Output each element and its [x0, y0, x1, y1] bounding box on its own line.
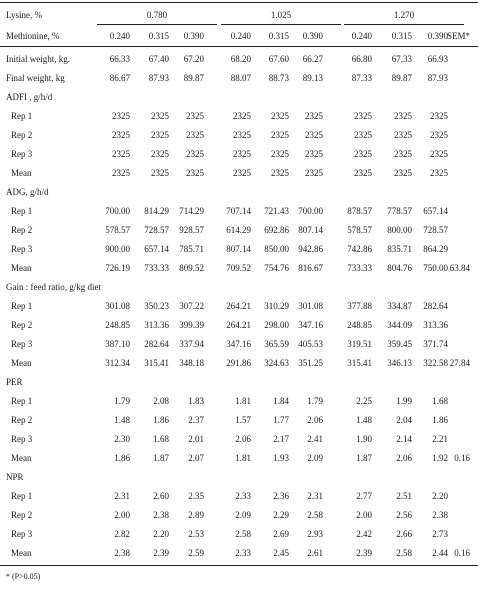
table-cell: 726.19: [105, 263, 130, 273]
table-cell: 700.00: [298, 206, 323, 216]
table-cell: 2325: [271, 168, 289, 178]
sem-cell: 0.16: [454, 548, 470, 558]
table-cell: 322.58: [423, 358, 448, 368]
lysine-group-rule-3: [344, 24, 464, 25]
table-cell: 2.44: [432, 548, 448, 558]
table-cell: 2.33: [235, 491, 251, 501]
table-cell: 264.21: [226, 301, 251, 311]
table-cell: 2.00: [114, 510, 130, 520]
table-cell: 2325: [271, 130, 289, 140]
table-cell: 88.07: [230, 73, 251, 83]
table-cell: 2325: [233, 130, 251, 140]
table-cell: 2325: [305, 168, 323, 178]
table-cell: 2325: [112, 168, 130, 178]
table-cell: 1.77: [273, 415, 289, 425]
table-cell: 2.58: [235, 529, 251, 539]
table-cell: 721.43: [264, 206, 289, 216]
table-cell: 359.45: [387, 339, 412, 349]
table-cell: 2325: [394, 130, 412, 140]
table-cell: 2.37: [188, 415, 204, 425]
lysine-level-3: 1.270: [393, 10, 415, 20]
table-cell: 2325: [354, 149, 372, 159]
table-cell: 709.52: [226, 263, 251, 273]
table-cell: 864.29: [423, 244, 448, 254]
table-cell: 87.93: [148, 73, 169, 83]
table-cell: 2325: [151, 130, 169, 140]
table-cell: 291.86: [226, 358, 251, 368]
table-cell: 2325: [271, 149, 289, 159]
table-cell: 900.00: [105, 244, 130, 254]
table-cell: 67.20: [183, 54, 204, 64]
row-label: Rep 3: [11, 434, 33, 444]
methionine-label: Methionine, %: [6, 31, 60, 41]
table-cell: 2325: [112, 130, 130, 140]
table-cell: 67.33: [391, 54, 412, 64]
table-cell: 313.36: [423, 320, 448, 330]
table-cell: 67.40: [148, 54, 169, 64]
table-cell: 2.06: [307, 415, 323, 425]
table-cell: 2.93: [307, 529, 323, 539]
table-cell: 2325: [233, 111, 251, 121]
table-cell: 807.14: [226, 244, 251, 254]
table-cell: 814.29: [144, 206, 169, 216]
lysine-level-1: 0.780: [146, 10, 168, 20]
lysine-level-2: 1.025: [270, 10, 292, 20]
table-cell: 2.07: [188, 453, 204, 463]
table-cell: 264.21: [226, 320, 251, 330]
table-cell: 2.77: [356, 491, 372, 501]
lysine-group-rule-1: [97, 24, 217, 25]
table-cell: 248.85: [105, 320, 130, 330]
sem-cell: 63.84: [449, 263, 470, 273]
methionine-level: 0.240: [109, 31, 130, 41]
table-cell: 282.64: [423, 301, 448, 311]
table-cell: 2.82: [114, 529, 130, 539]
table-cell: 2325: [186, 130, 204, 140]
table-cell: 2.29: [273, 510, 289, 520]
table-cell: 2325: [186, 111, 204, 121]
table-cell: 2.39: [356, 548, 372, 558]
table-cell: 2.06: [235, 434, 251, 444]
methionine-level: 0.390: [183, 31, 204, 41]
table-cell: 1.57: [235, 415, 251, 425]
table-cell: 1.87: [356, 453, 372, 463]
table-cell: 2.31: [114, 491, 130, 501]
row-label: Rep 1: [11, 396, 33, 406]
table-cell: 405.53: [298, 339, 323, 349]
table-cell: 1.79: [114, 396, 130, 406]
table-cell: 2.04: [396, 415, 412, 425]
table-cell: 2.38: [432, 510, 448, 520]
table-cell: 878.57: [347, 206, 372, 216]
methionine-level: 0.315: [148, 31, 169, 41]
table-cell: 67.60: [268, 54, 289, 64]
row-label: Rep 2: [11, 510, 33, 520]
row-label: Rep 3: [11, 149, 33, 159]
table-cell: 2.20: [153, 529, 169, 539]
table-cell: 2.00: [356, 510, 372, 520]
table-cell: 2.58: [307, 510, 323, 520]
table-cell: 86.67: [109, 73, 130, 83]
table-cell: 2.09: [235, 510, 251, 520]
lysine-label: Lysine, %: [6, 10, 42, 20]
table-cell: 2325: [233, 168, 251, 178]
table-cell: 248.85: [347, 320, 372, 330]
table-cell: 89.87: [183, 73, 204, 83]
table-cell: 2.21: [432, 434, 448, 444]
table-cell: 2.56: [396, 510, 412, 520]
table-cell: 733.33: [144, 263, 169, 273]
table-cell: 315.41: [144, 358, 169, 368]
table-cell: 301.08: [105, 301, 130, 311]
table-cell: 2.53: [188, 529, 204, 539]
table-cell: 1.93: [273, 453, 289, 463]
table-cell: 2.42: [356, 529, 372, 539]
table-cell: 2.09: [307, 453, 323, 463]
table-cell: 2325: [354, 111, 372, 121]
section-label: ADFI , g/h/d: [6, 92, 53, 102]
table-cell: 68.20: [230, 54, 251, 64]
row-label: Rep 1: [11, 111, 33, 121]
sem-cell: 0.16: [454, 453, 470, 463]
table-cell: 2325: [151, 168, 169, 178]
table-cell: 2325: [305, 149, 323, 159]
row-label: Rep 3: [11, 529, 33, 539]
footnote: * (P>0.05): [6, 572, 41, 581]
table-cell: 399.39: [179, 320, 204, 330]
table-cell: 301.08: [298, 301, 323, 311]
table-cell: 2.33: [235, 548, 251, 558]
table-cell: 282.64: [144, 339, 169, 349]
table-cell: 298.00: [264, 320, 289, 330]
table-cell: 344.09: [387, 320, 412, 330]
table-cell: 2325: [354, 168, 372, 178]
table-cell: 347.16: [298, 320, 323, 330]
methionine-level: 0.240: [351, 31, 372, 41]
table-cell: 614.29: [226, 225, 251, 235]
section-label: ADG, g/h/d: [6, 187, 49, 197]
table-cell: 66.33: [109, 54, 130, 64]
table-cell: 2325: [430, 111, 448, 121]
table-cell: 2.17: [273, 434, 289, 444]
section-label: PER: [6, 377, 23, 387]
table-cell: 816.67: [298, 263, 323, 273]
table-cell: 928.57: [179, 225, 204, 235]
table-cell: 2325: [394, 149, 412, 159]
row-label: Rep 3: [11, 244, 33, 254]
row-label: Mean: [11, 263, 32, 273]
table-cell: 742.86: [347, 244, 372, 254]
table-cell: 365.59: [264, 339, 289, 349]
table-cell: 2.31: [307, 491, 323, 501]
table-cell: 728.57: [423, 225, 448, 235]
table-cell: 89.13: [302, 73, 323, 83]
top-rule: [0, 2, 478, 3]
table-cell: 1.86: [432, 415, 448, 425]
table-cell: 1.87: [153, 453, 169, 463]
table-cell: 2.61: [307, 548, 323, 558]
table-cell: 2325: [305, 111, 323, 121]
row-label: Rep 2: [11, 415, 33, 425]
table-cell: 346.13: [387, 358, 412, 368]
table-cell: 2325: [112, 149, 130, 159]
table-cell: 578.57: [347, 225, 372, 235]
methionine-level: 0.390: [302, 31, 323, 41]
table-cell: 750.00: [423, 263, 448, 273]
table-cell: 2.25: [356, 396, 372, 406]
header-rule: [0, 46, 478, 47]
table-cell: 700.00: [105, 206, 130, 216]
row-label: Rep 2: [11, 225, 33, 235]
table-cell: 2325: [430, 168, 448, 178]
table-cell: 2.20: [432, 491, 448, 501]
table-cell: 2.06: [396, 453, 412, 463]
table-cell: 850.00: [264, 244, 289, 254]
table-cell: 2325: [186, 168, 204, 178]
table-cell: 350.23: [144, 301, 169, 311]
table-cell: 2.69: [273, 529, 289, 539]
table-cell: 337.94: [179, 339, 204, 349]
table-cell: 377.88: [347, 301, 372, 311]
methionine-level: 0.315: [268, 31, 289, 41]
table-cell: 88.73: [268, 73, 289, 83]
bottom-rule: [0, 565, 478, 566]
table-cell: 2325: [233, 149, 251, 159]
methionine-level: 0.390: [427, 31, 448, 41]
table-cell: 319.51: [347, 339, 372, 349]
table-cell: 714.29: [179, 206, 204, 216]
table-cell: 66.27: [302, 54, 323, 64]
table-cell: 707.14: [226, 206, 251, 216]
table-cell: 754.76: [264, 263, 289, 273]
row-label: Rep 1: [11, 206, 33, 216]
row-label: Initial weight, kg.: [6, 54, 70, 64]
table-cell: 1.48: [114, 415, 130, 425]
table-cell: 2.36: [273, 491, 289, 501]
table-cell: 2.01: [188, 434, 204, 444]
table-cell: 1.68: [153, 434, 169, 444]
table-cell: 2.66: [396, 529, 412, 539]
table-cell: 307.22: [179, 301, 204, 311]
row-label: Final weight, kg: [6, 73, 65, 83]
table-cell: 2.51: [396, 491, 412, 501]
table-cell: 2.45: [273, 548, 289, 558]
table-cell: 2325: [430, 130, 448, 140]
row-label: Rep 2: [11, 130, 33, 140]
table-cell: 347.16: [226, 339, 251, 349]
table-cell: 315.41: [347, 358, 372, 368]
table-cell: 87.93: [427, 73, 448, 83]
table-cell: 785.71: [179, 244, 204, 254]
lysine-group-rule-2: [221, 24, 341, 25]
table-cell: 2.14: [396, 434, 412, 444]
table-cell: 2325: [271, 111, 289, 121]
table-cell: 728.57: [144, 225, 169, 235]
section-label: Gain : feed ratio, g/kg diet: [6, 282, 101, 292]
methionine-level: 0.315: [391, 31, 412, 41]
table-cell: 2325: [430, 149, 448, 159]
table-cell: 2.73: [432, 529, 448, 539]
table-cell: 2325: [394, 168, 412, 178]
table-cell: 2.38: [153, 510, 169, 520]
table-cell: 1.86: [153, 415, 169, 425]
table-cell: 2.39: [153, 548, 169, 558]
row-label: Rep 1: [11, 491, 33, 501]
methionine-level: 0.240: [230, 31, 251, 41]
row-label: Mean: [11, 168, 32, 178]
table-cell: 2.60: [153, 491, 169, 501]
table-cell: 351.25: [298, 358, 323, 368]
row-label: Mean: [11, 548, 32, 558]
table-cell: 348.18: [179, 358, 204, 368]
table-cell: 2.38: [114, 548, 130, 558]
table-cell: 578.57: [105, 225, 130, 235]
table-cell: 313.36: [144, 320, 169, 330]
table-cell: 657.14: [144, 244, 169, 254]
table-cell: 324.63: [264, 358, 289, 368]
sem-cell: 27.84: [449, 358, 470, 368]
table-cell: 2.41: [307, 434, 323, 444]
table-cell: 371.74: [423, 339, 448, 349]
table-cell: 1.99: [396, 396, 412, 406]
table-cell: 2325: [394, 111, 412, 121]
table-cell: 66.80: [351, 54, 372, 64]
table-cell: 1.79: [307, 396, 323, 406]
table-cell: 312.34: [105, 358, 130, 368]
row-label: Rep 1: [11, 301, 33, 311]
row-label: Rep 2: [11, 320, 33, 330]
table-cell: 1.86: [114, 453, 130, 463]
sem-header: SEM*: [447, 31, 471, 41]
table-cell: 807.14: [298, 225, 323, 235]
table-cell: 778.57: [387, 206, 412, 216]
table-cell: 942.86: [298, 244, 323, 254]
table-cell: 66.93: [427, 54, 448, 64]
table-cell: 2325: [354, 130, 372, 140]
row-label: Mean: [11, 358, 32, 368]
table-cell: 804.76: [387, 263, 412, 273]
table-cell: 310.29: [264, 301, 289, 311]
table-cell: 800.00: [387, 225, 412, 235]
table-cell: 1.81: [235, 453, 251, 463]
table-cell: 692.86: [264, 225, 289, 235]
table-cell: 89.87: [391, 73, 412, 83]
table-cell: 1.92: [432, 453, 448, 463]
table-cell: 1.81: [235, 396, 251, 406]
table-cell: 334.87: [387, 301, 412, 311]
table-cell: 2.59: [188, 548, 204, 558]
table-cell: 809.52: [179, 263, 204, 273]
table-cell: 2325: [151, 149, 169, 159]
table-cell: 2325: [112, 111, 130, 121]
table-cell: 2.35: [188, 491, 204, 501]
table-cell: 387.10: [105, 339, 130, 349]
section-label: NPR: [6, 472, 24, 482]
table-cell: 2325: [151, 111, 169, 121]
table-cell: 1.48: [356, 415, 372, 425]
table-cell: 835.71: [387, 244, 412, 254]
row-label: Mean: [11, 453, 32, 463]
table-cell: 87.33: [351, 73, 372, 83]
table-cell: 1.83: [188, 396, 204, 406]
table-cell: 2325: [305, 130, 323, 140]
table-cell: 657.14: [423, 206, 448, 216]
table-cell: 2.58: [396, 548, 412, 558]
row-label: Rep 3: [11, 339, 33, 349]
table-cell: 1.84: [273, 396, 289, 406]
table-cell: 2.08: [153, 396, 169, 406]
table-cell: 733.33: [347, 263, 372, 273]
table-cell: 2.89: [188, 510, 204, 520]
table-cell: 2.30: [114, 434, 130, 444]
table-cell: 1.90: [356, 434, 372, 444]
table-cell: 2325: [186, 149, 204, 159]
table-cell: 1.68: [432, 396, 448, 406]
